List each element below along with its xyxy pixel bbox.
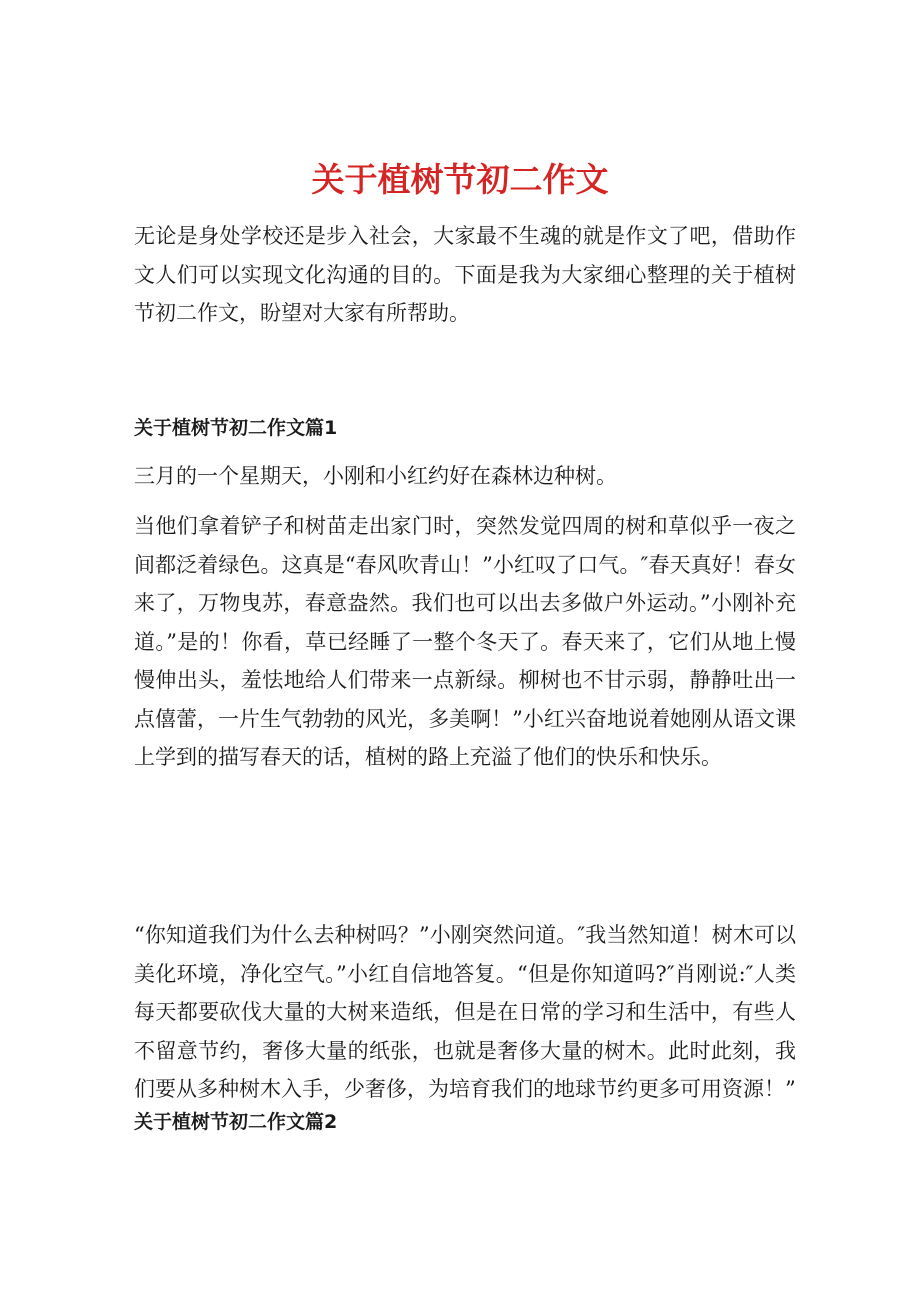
document-title: 关于植树节初二作文 xyxy=(311,160,609,200)
section-1-heading: 关于植树节初二作文篇1 xyxy=(134,417,338,439)
section-1-paragraph-1: 三月的一个星期天，小刚和小红约好在森林边种树。 xyxy=(134,464,617,488)
intro-paragraph: 无论是身处学校还是步入社会，大家最不生魂的就是作文了吧，借助作文人们可以实现文化沟通的目的。下面是我为大家细心整理的关于植树节初二作文，盼望对大家有所帮助。 xyxy=(134,224,796,325)
section-1-paragraph-2: 当他们拿着铲子和树苗走出家门时，突然发觉四周的树和草似乎一夜之间都泛着绿色。这真是“春风吹青山！”小红叹了口气。″春天真好！春女来了，万物曳苏，春意盎然。我们也可以出去多做户外运动。”小刚补充道。”是的！你看，草已经睡了一整个冬天了。春天来了，它们从地上慢慢伸出头，羞怯地给人们带来一点新绿。柳树也不甘示弱，静静吐出一点僖蕾，一片生气勃勃的风光，多美啊！”小红兴奋地说着她刚从语文课上学到的描写春天的话，植树的路上充溢了他们的快乐和快乐。 xyxy=(134,514,796,769)
section-1-paragraph-3: “你知道我们为什么去种树吗？”小刚突然问道。″我当然知道！树木可以美化环境，净化空气。”小红自信地答复。“但是你知道吗?″肖刚说:″人类每天都要砍伐大量的大树来造纸，但是在日常的学习和生活中，有些人不留意节约，奢侈大量的纸张，也就是奢侈大量的树木。此时此刻，我们要从多种树木入手，少奢侈，为培育我们的地球节约更多可用资源！” xyxy=(134,923,796,1101)
section-2-heading: 关于植树节初二作文篇2 xyxy=(134,1111,338,1133)
